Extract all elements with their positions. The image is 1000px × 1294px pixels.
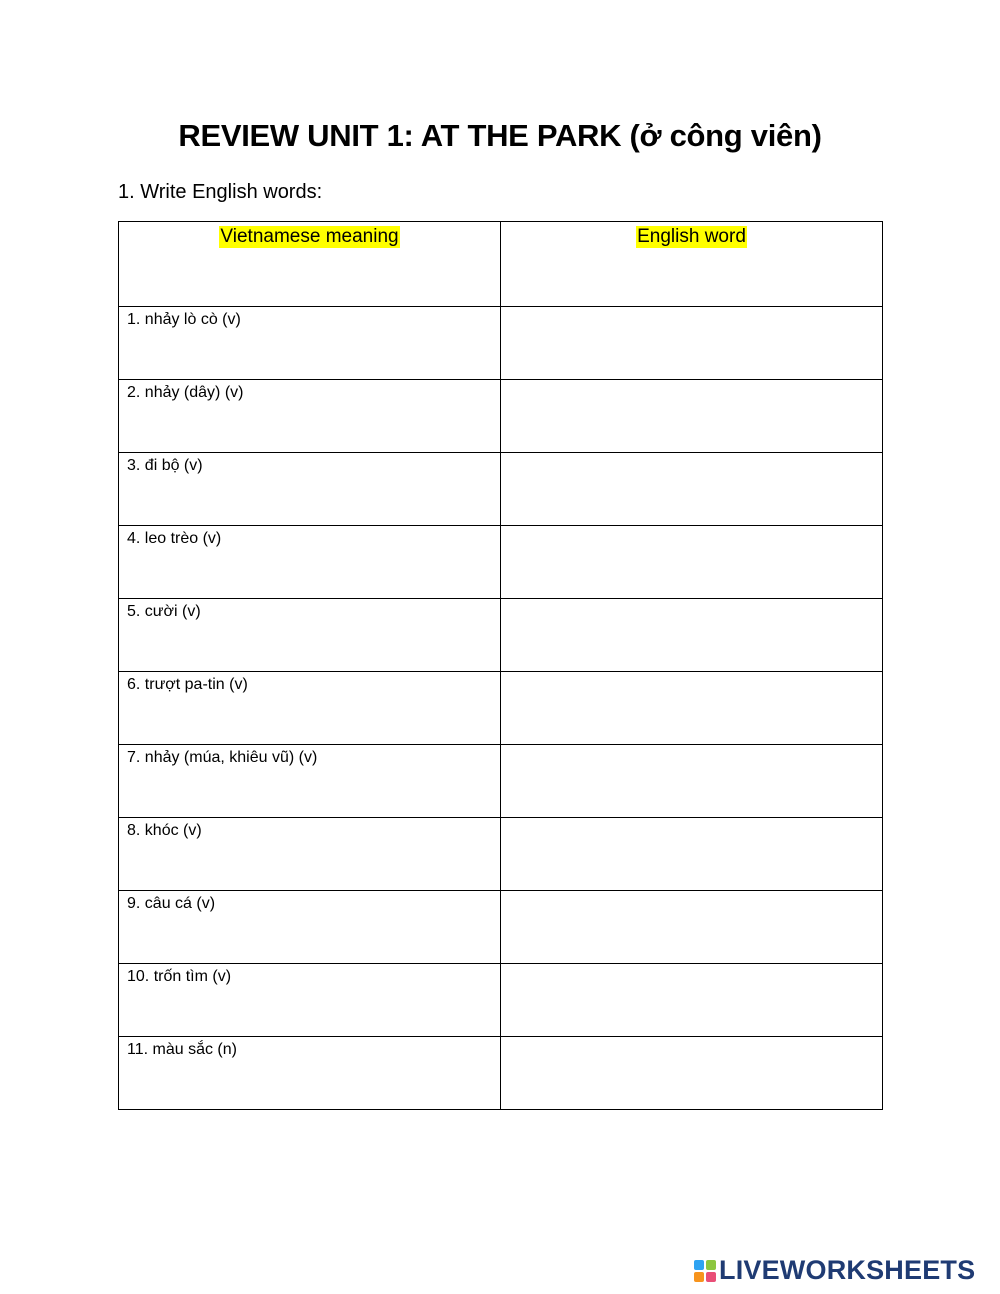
answer-cell[interactable] — [501, 1037, 883, 1110]
table-row — [119, 745, 883, 818]
table-row — [119, 891, 883, 964]
header-english-word — [501, 222, 883, 307]
answer-cell[interactable] — [501, 672, 883, 745]
vocabulary-table — [118, 221, 883, 1110]
answer-cell[interactable] — [501, 526, 883, 599]
meaning-cell — [119, 307, 501, 380]
meaning-cell — [119, 526, 501, 599]
table-header-row — [119, 222, 883, 307]
answer-text — [501, 745, 882, 753]
meaning-cell — [119, 453, 501, 526]
meaning-cell — [119, 964, 501, 1037]
answer-cell[interactable] — [501, 599, 883, 672]
meaning-text: 6. trượt pa-tin (v) — [127, 676, 248, 693]
answer-text — [501, 1037, 882, 1045]
answer-text — [501, 307, 882, 315]
meaning-cell — [119, 891, 501, 964]
meaning-cell — [119, 745, 501, 818]
worksheet-title: REVIEW UNIT 1: AT THE PARK (ở công viên) — [178, 118, 822, 153]
meaning-text: 1. nhảy lò cò (v) — [127, 311, 241, 328]
header-label: English word — [637, 226, 746, 247]
table-row — [119, 672, 883, 745]
answer-text — [501, 380, 882, 388]
logo-square — [694, 1260, 704, 1270]
header-label: Vietnamese meaning — [220, 226, 399, 247]
meaning-text: 5. cười (v) — [127, 603, 201, 620]
answer-text — [501, 891, 882, 899]
table-row — [119, 380, 883, 453]
table-row — [119, 599, 883, 672]
logo-wordmark: LIVEWORKSHEETS — [719, 1255, 976, 1285]
answer-text — [501, 453, 882, 461]
table-row — [119, 1037, 883, 1110]
answer-text — [501, 599, 882, 607]
answer-text — [501, 818, 882, 826]
meaning-cell — [119, 599, 501, 672]
header-vietnamese-meaning — [119, 222, 501, 307]
answer-cell[interactable] — [501, 453, 883, 526]
answer-cell[interactable] — [501, 818, 883, 891]
meaning-cell — [119, 380, 501, 453]
meaning-cell — [119, 1037, 501, 1110]
table-row — [119, 818, 883, 891]
meaning-cell — [119, 818, 501, 891]
answer-cell[interactable] — [501, 307, 883, 380]
answer-text — [501, 964, 882, 972]
meaning-text: 10. trốn tìm (v) — [127, 968, 232, 985]
answer-text — [501, 672, 882, 680]
table-row — [119, 964, 883, 1037]
table-row — [119, 526, 883, 599]
meaning-text: 2. nhảy (dây) (v) — [127, 384, 244, 401]
exercise-instruction: 1. Write English words: — [118, 181, 323, 203]
meaning-cell — [119, 672, 501, 745]
answer-cell[interactable] — [501, 891, 883, 964]
meaning-text: 7. nhảy (múa, khiêu vũ) (v) — [127, 749, 318, 766]
answer-cell[interactable] — [501, 964, 883, 1037]
liveworksheets-logo[interactable] — [694, 1255, 975, 1286]
table-row — [119, 453, 883, 526]
meaning-text: 4. leo trèo (v) — [127, 530, 222, 547]
table-row — [119, 307, 883, 380]
logo-square — [694, 1272, 704, 1282]
meaning-text: 11. màu sắc (n) — [127, 1041, 237, 1058]
liveworksheets-logo-icon — [694, 1260, 716, 1282]
answer-cell[interactable] — [501, 380, 883, 453]
logo-square — [706, 1260, 716, 1270]
answer-text — [501, 526, 882, 534]
logo-square — [706, 1272, 716, 1282]
meaning-text: 8. khóc (v) — [127, 822, 202, 839]
meaning-text: 3. đi bộ (v) — [127, 457, 203, 474]
meaning-text: 9. câu cá (v) — [127, 895, 216, 912]
answer-cell[interactable] — [501, 745, 883, 818]
